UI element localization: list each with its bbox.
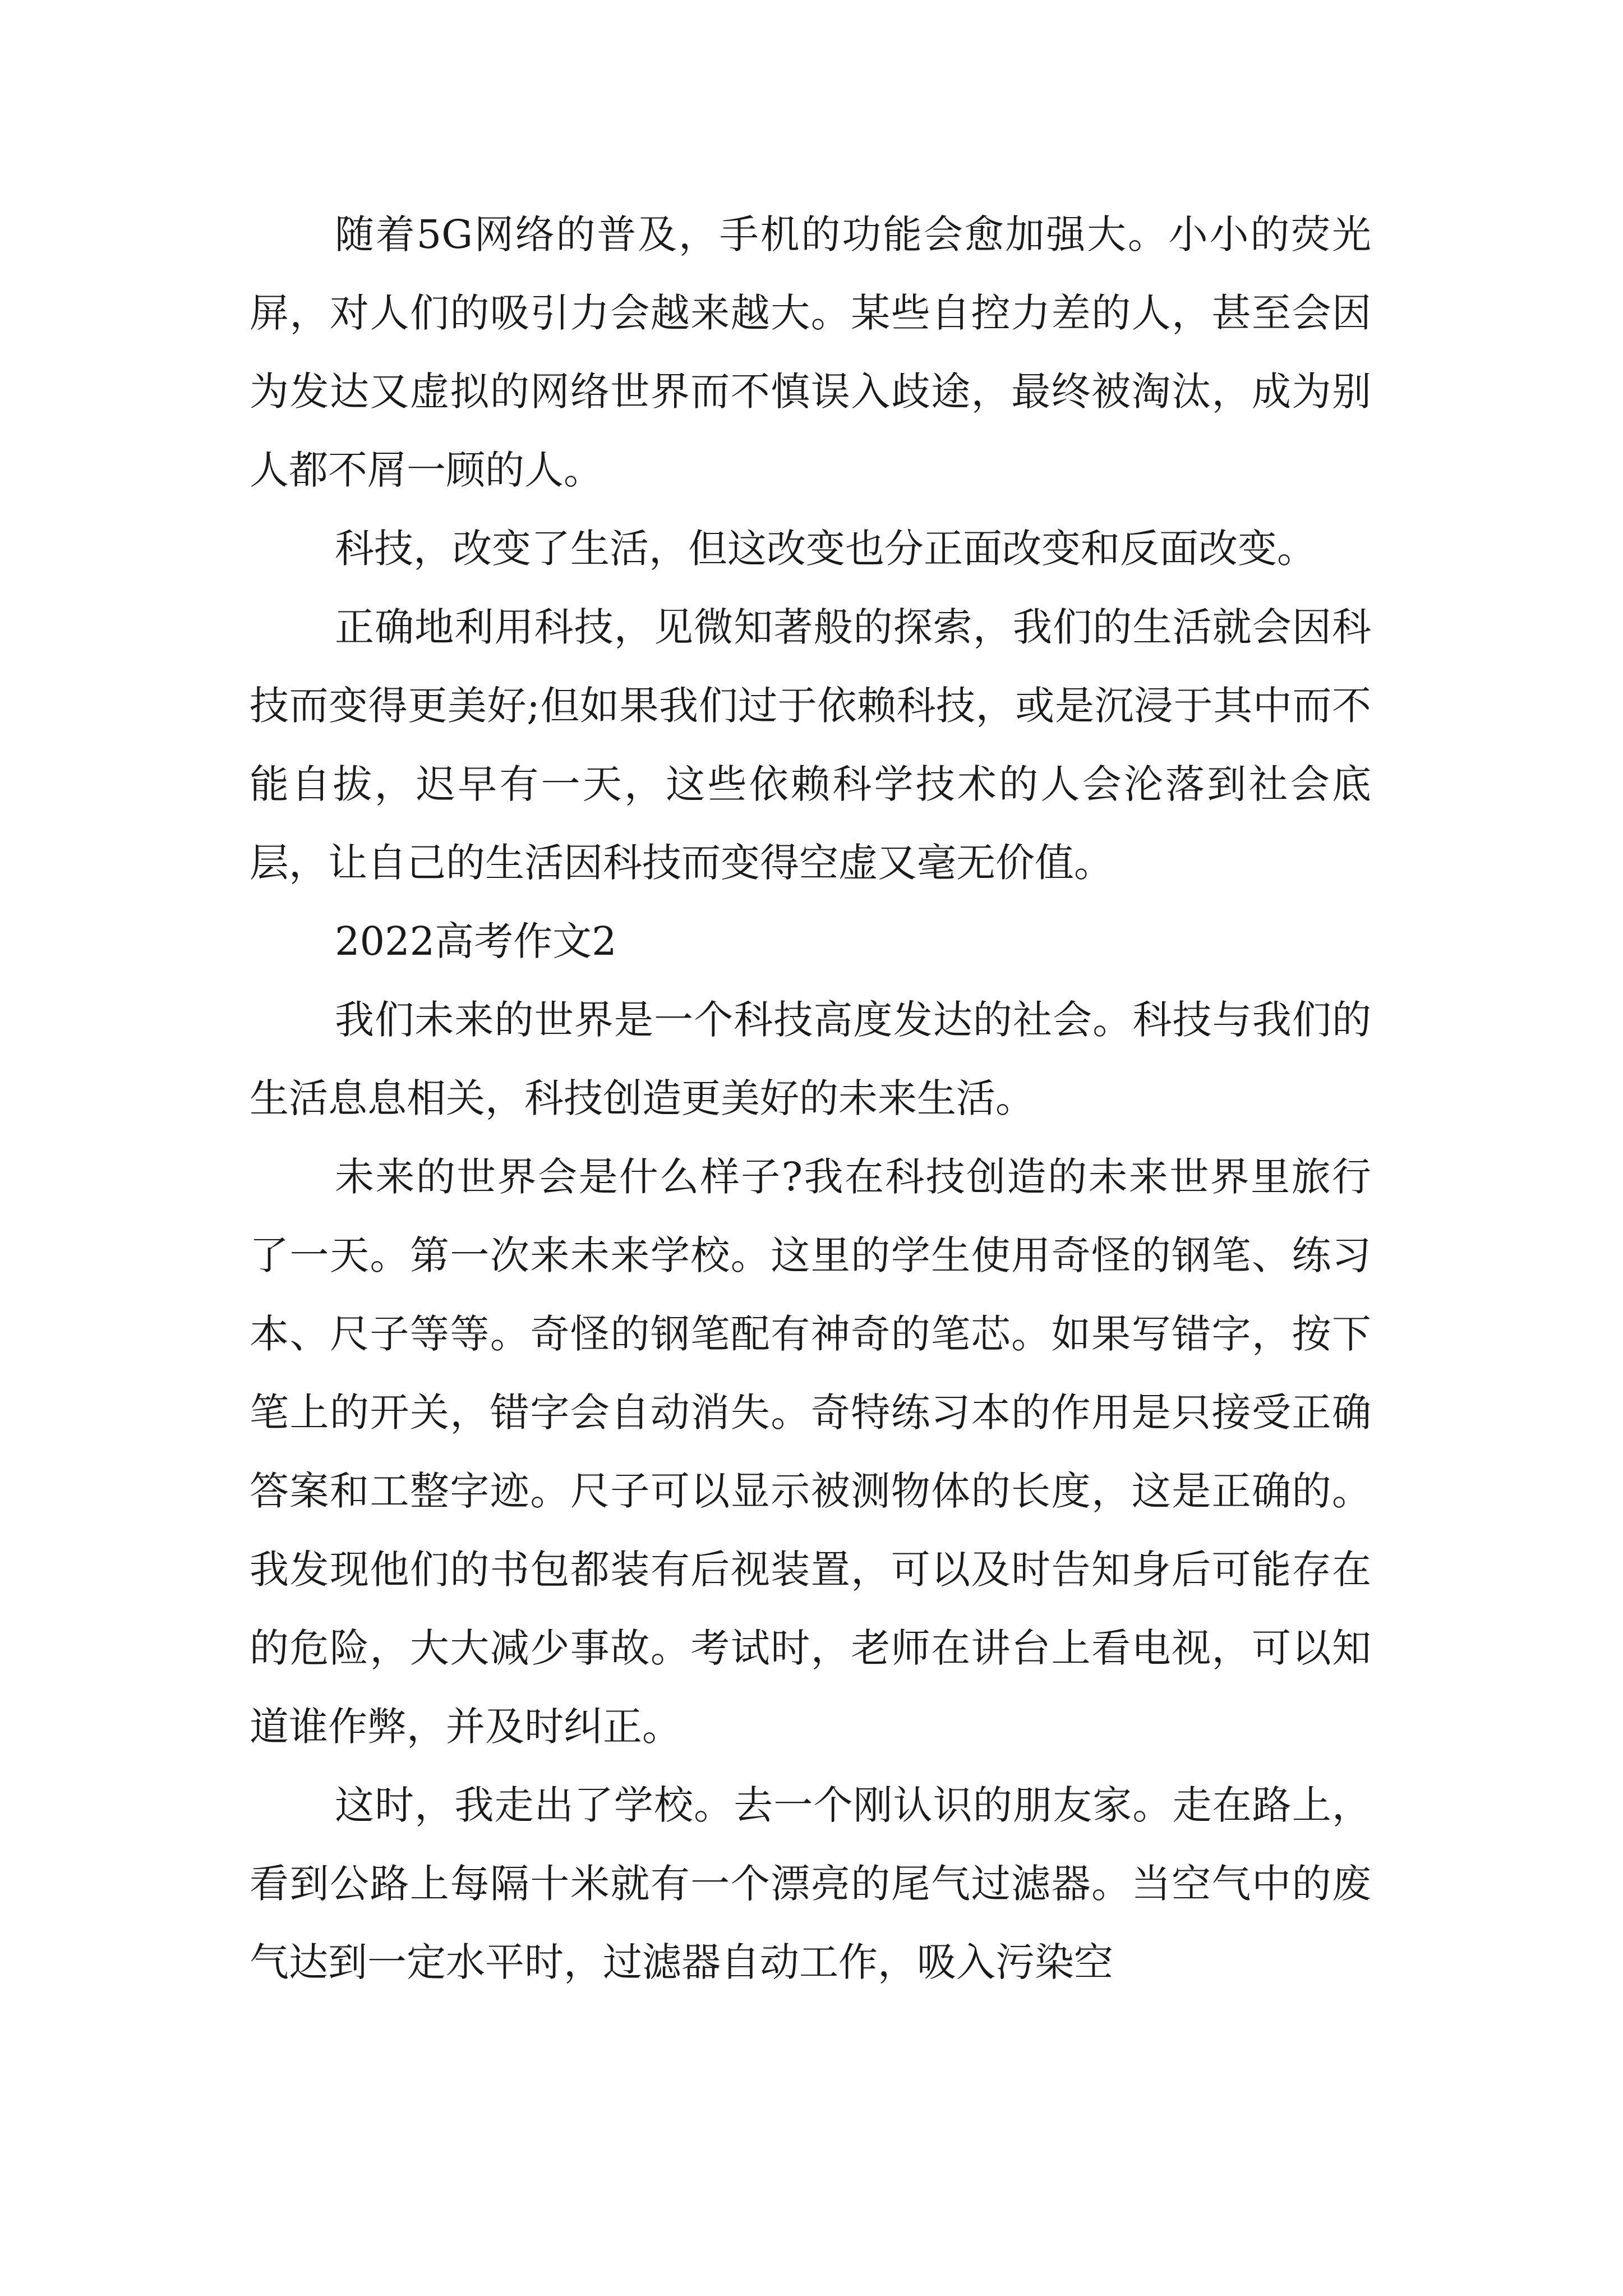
paragraph-leaving-school: 这时，我走出了学校。去一个刚认识的朋友家。走在路上，看到公路上每隔十米就有一个漂亮的尾气过滤器。当空气中的废气达到一定水平时，过滤器自动工作，吸入污染空 [250, 1782, 1371, 1985]
paragraph-future-world: 我们未来的世界是一个科技高度发达的社会。科技与我们的生活息息相关，科技创造更美好的未来生活。 [250, 997, 1371, 1121]
paragraph-tech-changes-life: 科技，改变了生活，但这改变也分正面改变和反面改变。 [335, 526, 1316, 572]
paragraph-5g-network: 随着5G网络的普及，手机的功能会愈加强大。小小的荧光屏，对人们的吸引力会越来越大。某些自控力差的人，甚至会因为发达又虚拟的网络世界而不慎误入歧途，最终被淘汰，成为别人都不屑一顾的人。 [250, 211, 1371, 493]
essay-heading: 2022高考作文2 [335, 918, 617, 964]
document-body [250, 195, 1371, 2001]
paragraph-future-school: 未来的世界会是什么样子?我在科技创造的未来世界里旅行了一天。第一次来未来学校。这里的学生使用奇怪的钢笔、练习本、尺子等等。奇怪的钢笔配有神奇的笔芯。如果写错字，按下笔上的开关，错字会自动消失。奇特练习本的作用是只接受正确答案和工整字迹。尺子可以显示被测物体的长度，这是正确的。我发现他们的书包都装有后视装置，可以及时告知身后可能存在的危险，大大减少事故。考试时，老师在讲台上看电视，可以知道谁作弊，并及时纠正。 [250, 1154, 1371, 1750]
paragraph-use-tech-correctly: 正确地利用科技，见微知著般的探索，我们的生活就会因科技而变得更美好;但如果我们过于依赖科技，或是沉浸于其中而不能自拔，迟早有一天，这些依赖科学技术的人会沦落到社会底层，让自己的生活因科技而变得空虚又毫无价值。 [250, 604, 1371, 886]
